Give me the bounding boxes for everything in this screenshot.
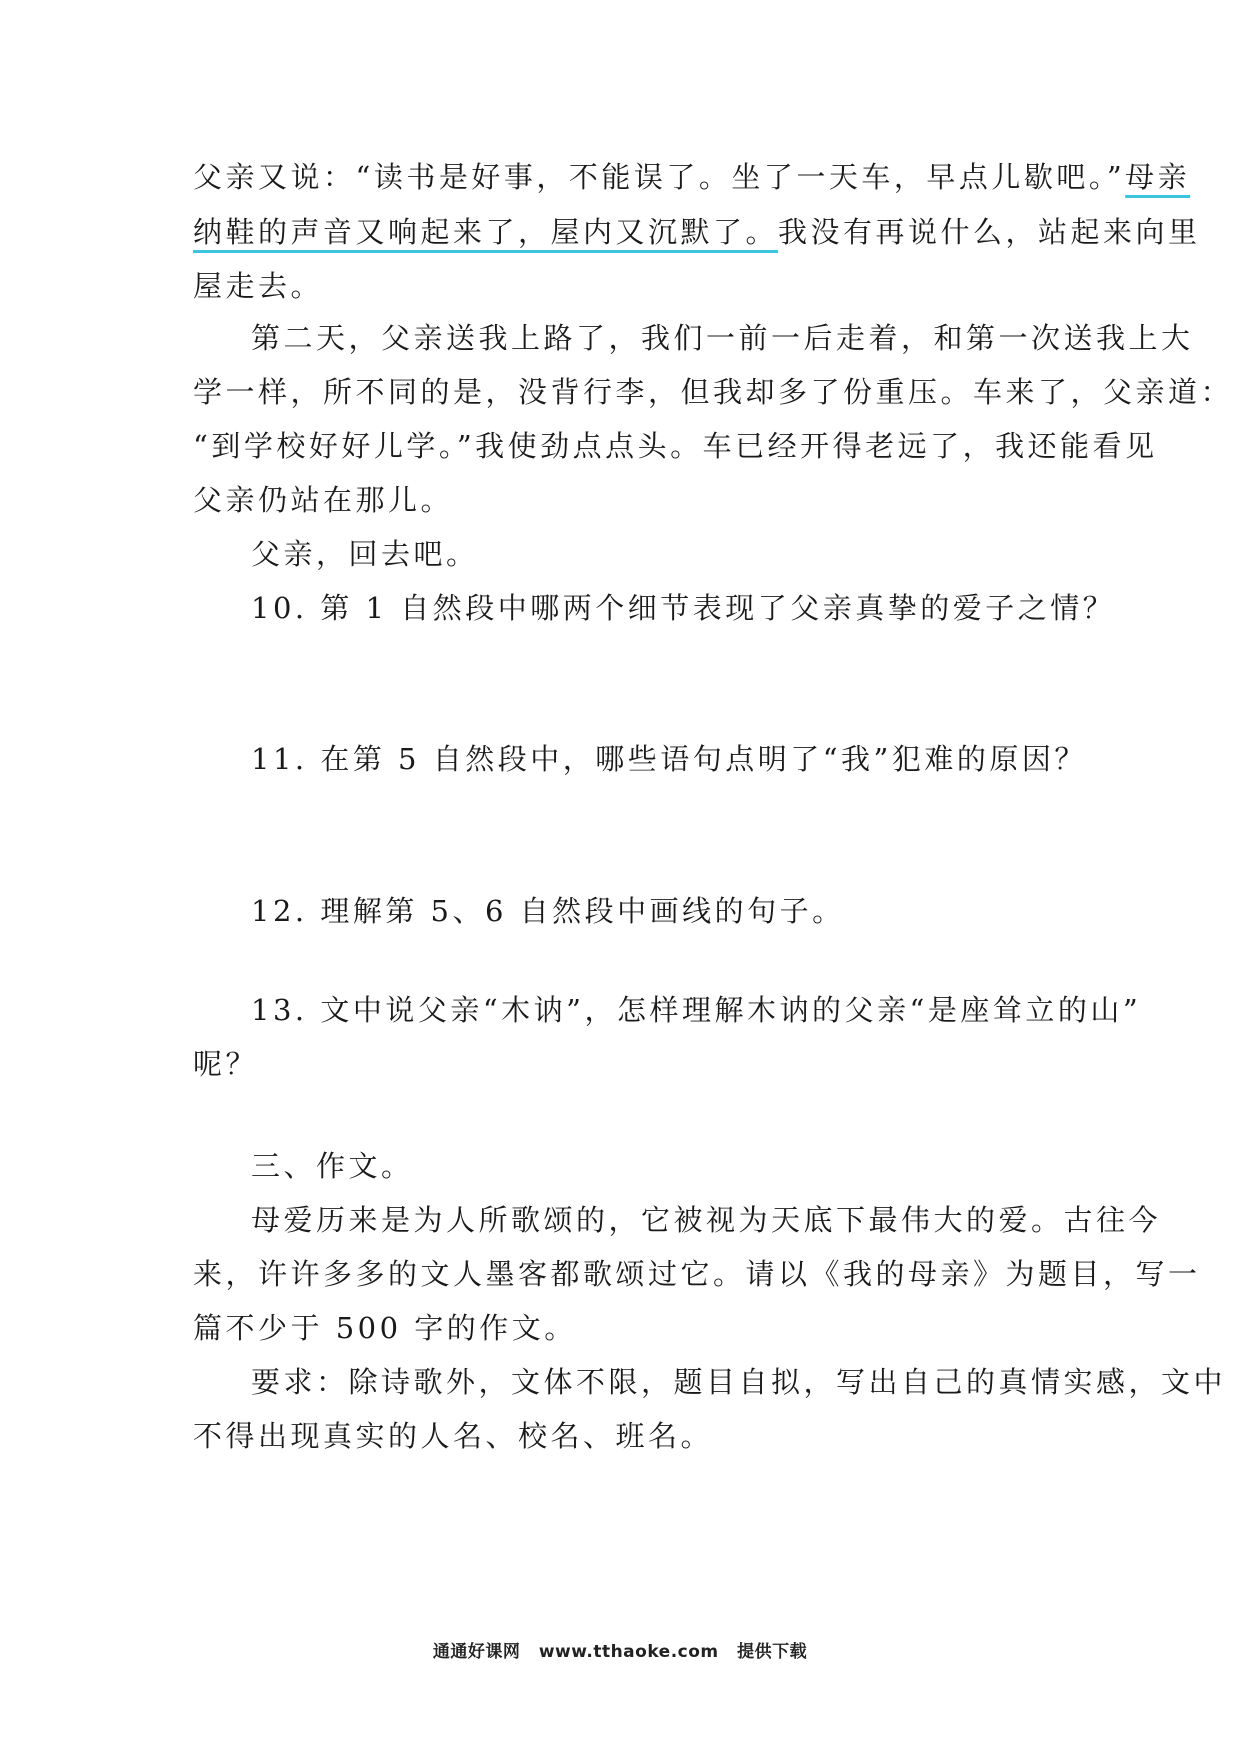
question-13-continued: 呢？: [193, 1047, 259, 1081]
question-11: 11. 在第 5 自然段中，哪些语句点明了“我”犯难的原因？: [251, 742, 1087, 776]
text-line: 不得出现真实的人名、校名、班名。: [193, 1419, 714, 1453]
text-line: 屋走去。: [193, 269, 324, 303]
question-13: 13. 文中说父亲“木讷”，怎样理解木讷的父亲“是座耸立的山”: [251, 993, 1142, 1027]
footer-suffix: 提供下载: [737, 1642, 808, 1662]
question-12: 12. 理解第 5、6 自然段中画线的句子。: [251, 894, 845, 928]
section-heading: 三、作文。: [251, 1149, 414, 1183]
text-line: 学一样，所不同的是，没背行李，但我却多了份重压。车来了，父亲道：: [193, 375, 1234, 409]
text-line: 母爱历来是为人所歌颂的，它被视为天底下最伟大的爱。古往今: [251, 1203, 1162, 1237]
text-line: 第二天，父亲送我上路了，我们一前一后走着，和第一次送我上大: [251, 321, 1194, 355]
text-line: 要求：除诗歌外，文体不限，题目自拟，写出自己的真情实感，文中: [251, 1365, 1227, 1399]
text-line: [193, 208, 1201, 256]
question-10: 10. 第 1 自然段中哪两个细节表现了父亲真挚的爱子之情？: [251, 591, 1116, 625]
page-footer: [0, 1637, 1240, 1662]
underlined-sentence: 母亲: [1125, 160, 1191, 194]
footer-url[interactable]: www.tthaoke.com: [538, 1642, 719, 1662]
text-segment: 父亲又说：“读书是好事，不能误了。坐了一天车，早点儿歇吧。”: [193, 160, 1126, 194]
text-line: 来，许许多多的文人墨客都歌颂过它。请以《我的母亲》为题目，写一: [193, 1257, 1201, 1291]
text-line: 父亲仍站在那儿。: [193, 483, 454, 517]
text-line: “到学校好好儿学。”我使劲点点头。车已经开得老远了，我还能看见: [193, 429, 1158, 463]
footer-site-name: 通通好课网: [432, 1642, 521, 1662]
text-line: 篇不少于 500 字的作文。: [193, 1311, 577, 1345]
text-line: 父亲，回去吧。: [251, 537, 479, 571]
text-segment: 我没有再说什么，站起来向里: [778, 215, 1201, 249]
underlined-sentence: 纳鞋的声音又响起来了，屋内又沉默了。: [193, 215, 779, 249]
text-line: [193, 153, 1191, 201]
